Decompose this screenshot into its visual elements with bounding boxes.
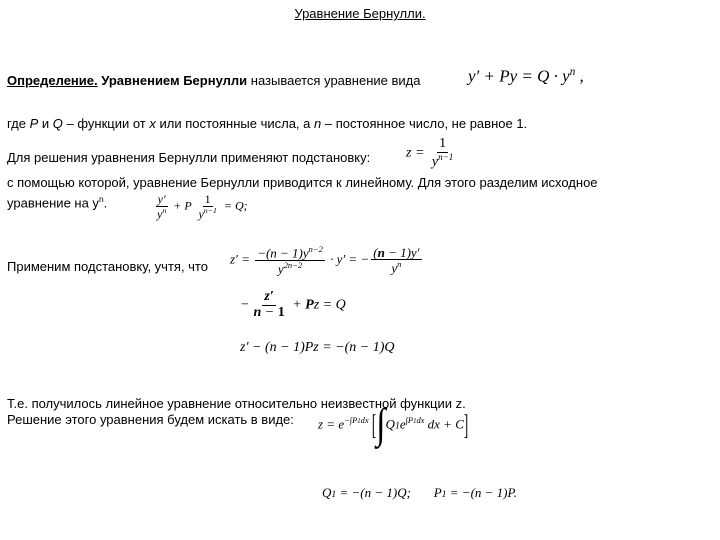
apply-text: Применим подстановку, учтя, что <box>7 259 208 274</box>
linear-text-2: уравнение на $y^n$. <box>7 194 108 211</box>
explanation-line: где P и Q – функции от x или постоянные числа, а n – постоянное число, не равное 1. <box>7 116 528 131</box>
linear-text-1: с помощью которой, уравнение Бернулли приводится к линейному. Для этого разделим исходное <box>7 175 598 190</box>
definition-term: Определение. <box>7 73 98 88</box>
solution-formula: $z = e^{-\int P1dx}$ [$\int Q1e^{\int P1dx}$ dx + C] <box>318 401 469 448</box>
substitution-text: Для решения уравнения Бернулли применяют подстановку: <box>7 150 371 165</box>
divided-equation: $\frac{y'}{y^n}$ + P $\frac{1}{y^{n-1}}$ = Q; <box>157 192 248 221</box>
conclusion-line-1: Т.е. получилось линейное уравнение относительно неизвестной функции z. <box>7 396 466 411</box>
derivative-formula: z′ = $\frac{-(n - 1)y^{n-2}}{y^{2n-2}}$ · y′ = − $\frac{(n - 1)y'}{y^n}$ <box>230 244 420 277</box>
definition-line <box>7 72 420 89</box>
transformed-equation: − $\frac{z'}{n - 1}$ + Pz = Q <box>240 289 346 320</box>
coefficients-formula: Q1 = −(n − 1)Q; P1 = −(n − 1)P. <box>322 485 518 500</box>
linear-equation: z′ − (n − 1)Pz = −(n − 1)Q <box>240 340 395 355</box>
definition-bold: Уравнением Бернулли <box>101 73 248 88</box>
page-title: Уравнение Бернулли. <box>294 6 426 21</box>
bernoulli-equation: $y' + Py = Q \cdot y^n$ , <box>468 66 584 86</box>
definition-rest: называется уравнение вида <box>247 73 421 88</box>
substitution-formula: z = $\frac{1}{y^{n-1}}$ <box>406 136 454 170</box>
conclusion-line-2: Решение этого уравнения будем искать в виде: <box>7 412 294 427</box>
